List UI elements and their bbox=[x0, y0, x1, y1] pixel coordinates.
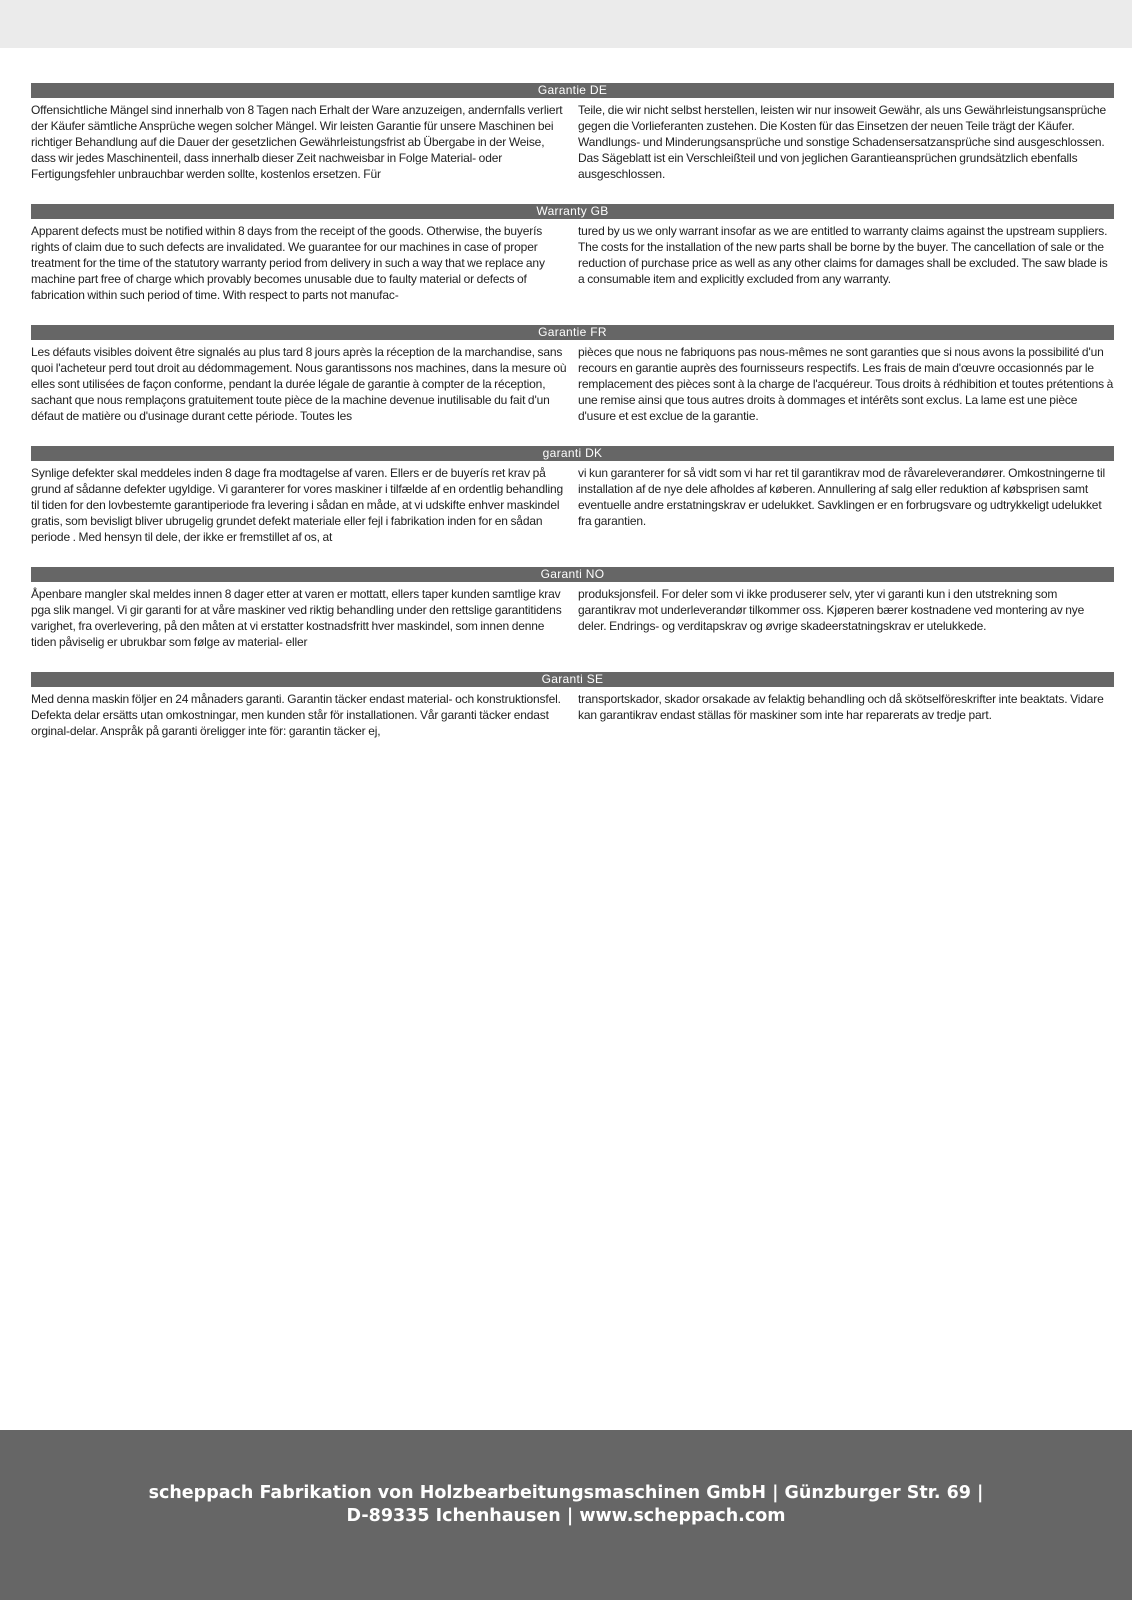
section-garanti-no bbox=[31, 567, 1114, 650]
section-text-right: transportskador, skador orsakade av felaktig behandling och då skötselföreskrifter inte beaktats. Vidare kan garantikrav endast ställas för maskiner som inte har reparerats av tredje part. bbox=[578, 692, 1104, 722]
top-band bbox=[0, 0, 1132, 48]
section-title: Garantie DE bbox=[31, 83, 1114, 98]
section-garanti-dk bbox=[31, 446, 1114, 545]
section-text-right: Teile, die wir nicht selbst herstellen, leisten wir nur insoweit Gewähr, als uns Gewährleistungsansprüche gegen die Vorlieferanten zustehen. Die Kosten für das Einsetzen der neuen Teile trägt der Käufer. Wandlungs- und Minderungsansprüche und sonstige Schadensersatzansprüche sind ausgeschlossen. Das Sägeblatt ist ein Verschleißteil und von jeglichen Garantieansprüchen grundsätzlich ebenfalls ausgeschlossen. bbox=[578, 103, 1107, 181]
section-text-right: produksjonsfeil. For deler som vi ikke produserer selv, yter vi garanti kun i den utstrekning som garantikrav mot underleverandør tilkommer oss. Kjøperen bærer kostnadene ved montering av nye deler. Endrings- og verditapskrav og øvrige skadeerstatningskrav er utelukkede. bbox=[578, 587, 1085, 633]
section-text-left: Offensichtliche Mängel sind innerhalb von 8 Tagen nach Erhalt der Ware anzuzeigen, andernfalls verliert der Käufer sämtliche Ansprüche wegen solcher Mängel. Wir leisten Garantie für unsere Maschinen bei richtiger Behandlung auf die Dauer der gesetzlichen Gewährleistungsfrist ab Übergabe in der Weise, dass wir jedes Maschinenteil, dass innerhalb dieser Zeit nachweisbar in Folge Material- oder Fertigungsfehler unbrauchbar werden sollte, kostenlos ersetzen. Für bbox=[31, 103, 563, 181]
section-garantie-de bbox=[31, 83, 1114, 182]
section-text-left: Apparent defects must be notified within 8 days from the receipt of the goods. Otherwise, the buyerís rights of claim due to such defects are invalidated. We guarantee for our machines in case of proper treatment for the time of the statutory warranty period from delivery in such a way that we replace any machine part free of charge which provably becomes unusable due to faulty material or defects of fabrication within such period of time. With respect to parts not manufac- bbox=[31, 224, 545, 302]
company-address bbox=[0, 1482, 1132, 1528]
section-garantie-fr bbox=[31, 325, 1114, 424]
footer-line-1: scheppach Fabrikation von Holzbearbeitungsmaschinen GmbH | Günzburger Str. 69 | bbox=[148, 1483, 984, 1503]
section-text-left: Synlige defekter skal meddeles inden 8 dage fra modtagelse af varen. Ellers er de buyerís ret krav på grund af sådanne defekter ugyldige. Vi garanterer for vores maskiner i tilfælde af en ordentlig behandling til tiden for den lovbestemte garantiperiode fra levering i sådan en måde, at vi udskifte enhver maskindel gratis, som bevisligt bliver ubrugelig grundet defekt materiale eller fejl i fabrikation inden for en sådan periode . Med hensyn til dele, der ikke er fremstillet af os, at bbox=[31, 466, 564, 544]
section-garanti-se bbox=[31, 672, 1114, 739]
section-title: Garanti SE bbox=[31, 672, 1114, 687]
footer-band bbox=[0, 1430, 1132, 1600]
section-title: garanti DK bbox=[31, 446, 1114, 461]
section-text-right: tured by us we only warrant insofar as we are entitled to warranty claims against the upstream suppliers. The costs for the installation of the new parts shall be borne by the buyer. The cancellation of sale or the reduction of purchase price as well as any other claims for damages shall be excluded. The saw blade is a consumable item and explicitly excluded from any warranty. bbox=[578, 224, 1108, 286]
section-text-right: pièces que nous ne fabriquons pas nous-mêmes ne sont garanties que si nous avons la possibilité d'un recours en garantie auprès des fournisseurs respectifs. Les frais de main d'œuvre occasionnés par le remplacement des pièces sont à la charge de l'acquéreur. Tous droits à rédhibition et toutes prétentions à une remise ainsi que tous autres droits à dommages et intérêts sont exclus. La lame est une pièce d'usure et est exclue de la garantie. bbox=[578, 345, 1114, 423]
section-title: Warranty GB bbox=[31, 204, 1114, 219]
warranty-content bbox=[31, 83, 1114, 761]
section-text-left: Åpenbare mangler skal meldes innen 8 dager etter at varen er mottatt, ellers taper kunden samtlige krav pga slik mangel. Vi gir garanti for at våre maskiner ved riktig behandling under den rettslige garantitidens varighet, fra overlevering, på den måten at vi erstatter kostnadsfritt hver maskindel, som innen denne tiden påviselig er ubrukbar som følge av material- eller bbox=[31, 587, 562, 649]
footer-line-2: D-89335 Ichenhausen | www.scheppach.com bbox=[346, 1506, 786, 1526]
section-title: Garantie FR bbox=[31, 325, 1114, 340]
section-warranty-gb bbox=[31, 204, 1114, 303]
section-title: Garanti NO bbox=[31, 567, 1114, 582]
section-text-left: Med denna maskin följer en 24 månaders garanti. Garantin täcker endast material- och konstruktionsfel. Defekta delar ersätts utan omkostningar, men kunden står för installationen. Vår garanti täcker endast orginal-delar. Anspråk på garanti öreligger inte för: garantin täcker ej, bbox=[31, 692, 561, 738]
section-text-right: vi kun garanterer for så vidt som vi har ret til garantikrav mod de råvareleverandører. Omkostningerne til installation af de nye dele afholdes af køberen. Annullering af salg eller reduktion af købsprisen samt eventuelle andre erstatningskrav er udelukket. Savklingen er en forbrugsvare og udtrykkeligt udelukket fra garantien. bbox=[578, 466, 1105, 528]
section-text-left: Les défauts visibles doivent être signalés au plus tard 8 jours après la réception de la marchandise, sans quoi l'acheteur perd tout droit au dédommagement. Nous garantissons nos machines, dans la mesure où elles sont utilisées de façon conforme, pendant la durée légale de garantie à compter de la réception, sachant que nous remplaçons gratuitement toute pièce de la machine devenue inutilisable du fait d'un défaut de matière ou d'usinage durant cette période. Toutes les bbox=[31, 345, 567, 423]
